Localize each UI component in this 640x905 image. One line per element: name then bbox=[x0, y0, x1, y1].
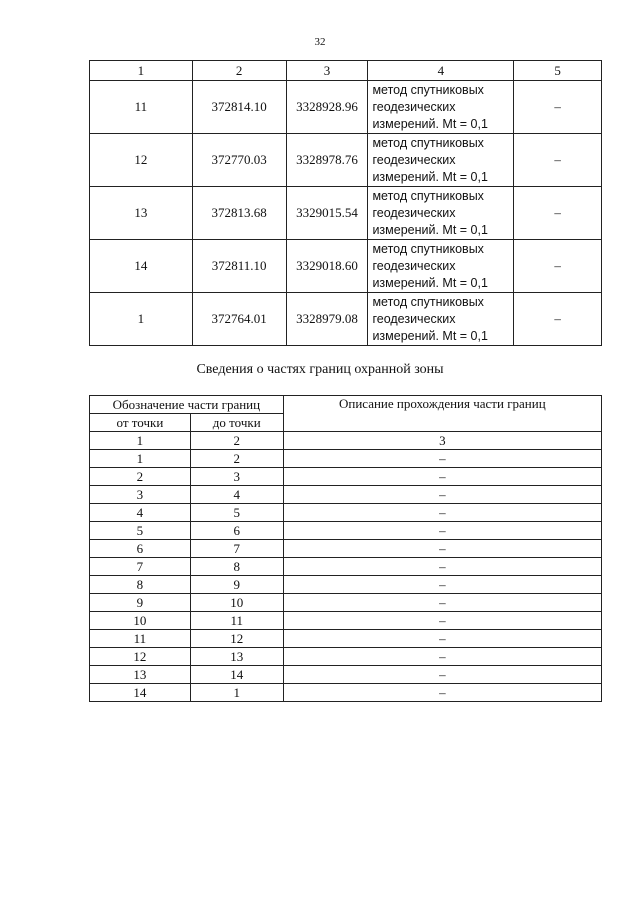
boundary-description: – bbox=[283, 558, 601, 576]
from-point: 4 bbox=[90, 504, 191, 522]
from-point: 7 bbox=[90, 558, 191, 576]
note-cell: – bbox=[514, 134, 602, 187]
measurement-method bbox=[368, 81, 514, 134]
table-row bbox=[90, 540, 602, 558]
point-number: 14 bbox=[90, 240, 193, 293]
table-row bbox=[90, 504, 602, 522]
coordinate-x: 372770.03 bbox=[192, 134, 286, 187]
measurement-method bbox=[368, 293, 514, 346]
coordinate-x: 372764.01 bbox=[192, 293, 286, 346]
method-line: геодезических bbox=[372, 152, 456, 167]
header-to-point: до точки bbox=[190, 414, 283, 432]
coordinate-x: 372811.10 bbox=[192, 240, 286, 293]
table-row bbox=[90, 630, 602, 648]
table-row bbox=[90, 450, 602, 468]
table-row bbox=[90, 594, 602, 612]
column-number-1: 1 bbox=[90, 61, 193, 81]
boundary-description: – bbox=[283, 540, 601, 558]
from-point: 9 bbox=[90, 594, 191, 612]
method-line: измерений. Mt = 0,1 bbox=[372, 275, 488, 290]
note-cell: – bbox=[514, 293, 602, 346]
parts-header-row bbox=[90, 396, 602, 414]
method-line: метод спутниковых bbox=[372, 241, 484, 256]
boundary-description: – bbox=[283, 576, 601, 594]
table-row bbox=[90, 486, 602, 504]
boundary-description: – bbox=[283, 486, 601, 504]
boundary-description: – bbox=[283, 468, 601, 486]
page-number: 32 bbox=[314, 36, 326, 48]
header-boundary-part-designation: Обозначение части границ bbox=[90, 396, 284, 414]
from-point: 13 bbox=[90, 666, 191, 684]
method-line: измерений. Mt = 0,1 bbox=[372, 328, 488, 343]
to-point: 13 bbox=[190, 648, 283, 666]
boundary-description: – bbox=[283, 612, 601, 630]
from-point: 14 bbox=[90, 684, 191, 702]
table-row bbox=[90, 612, 602, 630]
table-row bbox=[90, 558, 602, 576]
to-point: 8 bbox=[190, 558, 283, 576]
header-from-point: от точки bbox=[90, 414, 191, 432]
boundary-description: – bbox=[283, 522, 601, 540]
boundary-description: – bbox=[283, 666, 601, 684]
to-point: 6 bbox=[190, 522, 283, 540]
from-point: 1 bbox=[90, 450, 191, 468]
table-row bbox=[90, 468, 602, 486]
column-number-4: 4 bbox=[368, 61, 514, 81]
table-row bbox=[90, 576, 602, 594]
to-point: 4 bbox=[190, 486, 283, 504]
to-point: 2 bbox=[190, 450, 283, 468]
method-line: измерений. Mt = 0,1 bbox=[372, 222, 488, 237]
point-number: 11 bbox=[90, 81, 193, 134]
to-point: 10 bbox=[190, 594, 283, 612]
column-number-2: 2 bbox=[192, 61, 286, 81]
coordinate-y: 3328928.96 bbox=[286, 81, 368, 134]
coordinate-x: 372814.10 bbox=[192, 81, 286, 134]
method-line: геодезических bbox=[372, 205, 456, 220]
column-number-3: 3 bbox=[283, 432, 601, 450]
method-line: геодезических bbox=[372, 258, 456, 273]
table-row bbox=[90, 684, 602, 702]
boundary-description: – bbox=[283, 648, 601, 666]
to-point: 11 bbox=[190, 612, 283, 630]
column-number-2: 2 bbox=[190, 432, 283, 450]
header-boundary-description: Описание прохождения части границ bbox=[283, 396, 601, 432]
from-point: 11 bbox=[90, 630, 191, 648]
to-point: 3 bbox=[190, 468, 283, 486]
from-point: 8 bbox=[90, 576, 191, 594]
boundary-description: – bbox=[283, 450, 601, 468]
table-row bbox=[90, 648, 602, 666]
coordinate-y: 3328979.08 bbox=[286, 293, 368, 346]
measurement-method bbox=[368, 134, 514, 187]
boundary-description: – bbox=[283, 684, 601, 702]
from-point: 2 bbox=[90, 468, 191, 486]
table-row bbox=[90, 134, 602, 187]
coordinates-table bbox=[89, 60, 602, 346]
from-point: 12 bbox=[90, 648, 191, 666]
to-point: 5 bbox=[190, 504, 283, 522]
method-line: геодезических bbox=[372, 99, 456, 114]
point-number: 12 bbox=[90, 134, 193, 187]
from-point: 10 bbox=[90, 612, 191, 630]
to-point: 14 bbox=[190, 666, 283, 684]
table-row bbox=[90, 240, 602, 293]
method-line: метод спутниковых bbox=[372, 188, 484, 203]
section-title: Сведения о частях границ охранной зоны bbox=[196, 362, 444, 377]
point-number: 1 bbox=[90, 293, 193, 346]
table-row bbox=[90, 187, 602, 240]
from-point: 5 bbox=[90, 522, 191, 540]
coordinates-header-row bbox=[90, 61, 602, 81]
method-line: метод спутниковых bbox=[372, 294, 484, 309]
coordinate-y: 3329015.54 bbox=[286, 187, 368, 240]
to-point: 9 bbox=[190, 576, 283, 594]
note-cell: – bbox=[514, 81, 602, 134]
table-row bbox=[90, 81, 602, 134]
table-row bbox=[90, 666, 602, 684]
column-number-1: 1 bbox=[90, 432, 191, 450]
method-line: метод спутниковых bbox=[372, 135, 484, 150]
from-point: 6 bbox=[90, 540, 191, 558]
boundary-description: – bbox=[283, 630, 601, 648]
method-line: измерений. Mt = 0,1 bbox=[372, 169, 488, 184]
method-line: измерений. Mt = 0,1 bbox=[372, 116, 488, 131]
boundary-parts-table bbox=[89, 395, 602, 702]
to-point: 1 bbox=[190, 684, 283, 702]
parts-number-row bbox=[90, 432, 602, 450]
column-number-5: 5 bbox=[514, 61, 602, 81]
note-cell: – bbox=[514, 187, 602, 240]
boundary-description: – bbox=[283, 504, 601, 522]
to-point: 12 bbox=[190, 630, 283, 648]
method-line: геодезических bbox=[372, 311, 456, 326]
table-row bbox=[90, 293, 602, 346]
column-number-3: 3 bbox=[286, 61, 368, 81]
coordinate-y: 3328978.76 bbox=[286, 134, 368, 187]
note-cell: – bbox=[514, 240, 602, 293]
measurement-method bbox=[368, 187, 514, 240]
table-row bbox=[90, 522, 602, 540]
boundary-description: – bbox=[283, 594, 601, 612]
point-number: 13 bbox=[90, 187, 193, 240]
from-point: 3 bbox=[90, 486, 191, 504]
method-line: метод спутниковых bbox=[372, 82, 484, 97]
to-point: 7 bbox=[190, 540, 283, 558]
measurement-method bbox=[368, 240, 514, 293]
coordinate-y: 3329018.60 bbox=[286, 240, 368, 293]
coordinate-x: 372813.68 bbox=[192, 187, 286, 240]
